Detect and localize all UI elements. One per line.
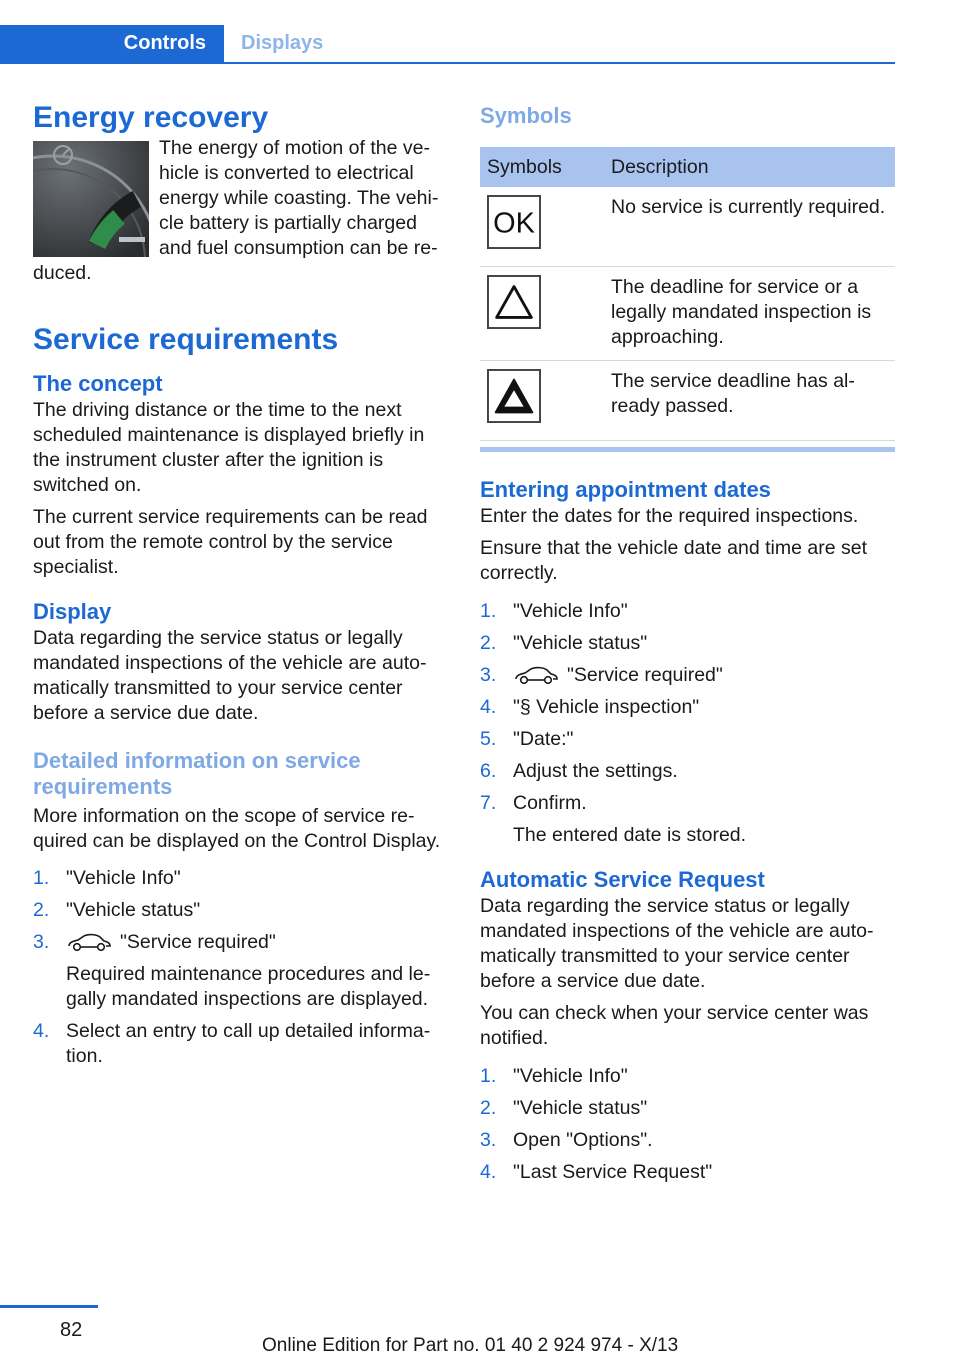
car-icon (66, 933, 112, 953)
symbols-heading: Symbols (480, 103, 572, 128)
energy-recovery-text: The energy of motion of the vehicle is converted to electrical energy while coasting. The vehicle battery is partially charged and fuel consumption can be reduced. (33, 137, 439, 284)
symbol-description: The deadline for service or a legally mandated inspection is approaching. (604, 267, 895, 361)
list-item: 4. "§ Vehicle inspection" (480, 696, 700, 718)
automatic-service-request-heading: Automatic Service Request (480, 867, 765, 892)
entering-dates-heading: Entering appointment dates (480, 477, 771, 502)
entering-paragraph-1: Enter the dates for the required inspections. (480, 505, 859, 527)
step-note: Required maintenance procedures and legally mandated inspections are displayed. (66, 963, 431, 1010)
edition-text: Online Edition for Part no. 01 40 2 924 974 - X/13 (262, 1335, 679, 1356)
list-item: 4. "Last Service Request" (480, 1161, 713, 1183)
energy-recovery-title: Energy recovery (33, 101, 269, 134)
table-header-description: Description (604, 147, 895, 187)
list-item: 2. "Vehicle status" (480, 1097, 648, 1119)
right-column (480, 100, 895, 1185)
table-header-symbols: Symbols (480, 147, 604, 187)
list-item: 3. "Service required" (480, 664, 723, 686)
warning-triangle-icon (487, 275, 541, 329)
list-item: 3. Open "Options". (480, 1129, 653, 1151)
asr-steps-list (480, 1064, 895, 1185)
warning-triangle-filled-icon (487, 369, 541, 423)
symbol-description: The service deadline has already passed. (604, 361, 895, 441)
list-item: 7. Confirm. The entered date is stored. (480, 791, 895, 848)
asr-paragraph-2: You can check when your service center was notified. (480, 1002, 869, 1049)
concept-paragraph-1: The driving distance or the time to the next scheduled maintenance is displayed briefly in the instrument cluster after the ignition is switched on. (33, 399, 425, 496)
table-header-row (480, 147, 895, 187)
svg-text:OK: OK (493, 207, 535, 240)
car-icon (513, 666, 559, 686)
list-item: 4. Select an entry to call up detailed information. (33, 1020, 431, 1067)
entering-paragraph-2: Ensure that the vehicle date and time are set correctly. (480, 537, 867, 584)
list-item: 2. "Vehicle status" (33, 899, 201, 921)
energy-gauge-image (33, 141, 149, 257)
step-note: The entered date is stored. (513, 824, 747, 846)
service-requirements-title: Service requirements (33, 323, 339, 356)
energy-recovery-section (33, 136, 445, 286)
list-item: 1. "Vehicle Info" (480, 1065, 628, 1087)
list-item: 6. Adjust the settings. (480, 760, 678, 782)
gauge-icon (33, 141, 149, 257)
list-item: 1. "Vehicle Info" (480, 600, 628, 622)
footer-rule (0, 1305, 98, 1308)
table-row (480, 361, 895, 441)
left-column (33, 100, 445, 1069)
asr-paragraph-1: Data regarding the service status or legally mandated inspections of the vehicle are automatically transmitted to your service center before a service due date. (480, 895, 874, 992)
display-heading: Display (33, 599, 112, 624)
concept-heading: The concept (33, 371, 163, 396)
table-row (480, 187, 895, 267)
list-item: 2. "Vehicle status" (480, 632, 648, 654)
table-row (480, 267, 895, 361)
display-paragraph: Data regarding the service status or legally mandated inspections of the vehicle are automatically transmitted to your service center before a service due date. (33, 627, 427, 724)
concept-paragraph-2: The current service requirements can be read out from the remote control by the service specialist. (33, 506, 428, 578)
list-item: 3. "Service required" Required maintenance procedures and legally mandated inspections are displayed. (33, 930, 445, 1012)
page-number: 82 (60, 1319, 83, 1341)
symbol-description: No service is currently required. (604, 187, 895, 267)
header-tabs (0, 25, 895, 64)
detail-steps-list (33, 866, 445, 1069)
tab-displays[interactable]: Displays (241, 32, 324, 54)
entering-steps-list (480, 599, 895, 848)
symbols-table (480, 147, 895, 441)
list-item: 5. "Date:" (480, 728, 574, 750)
detailed-info-paragraph: More information on the scope of service required can be displayed on the Control Display. (33, 805, 441, 852)
ok-icon (487, 195, 541, 249)
tab-controls[interactable]: Controls (0, 25, 224, 62)
detailed-info-heading: Detailed information on service requirements (33, 748, 361, 799)
list-item: 1. "Vehicle Info" (33, 867, 181, 889)
